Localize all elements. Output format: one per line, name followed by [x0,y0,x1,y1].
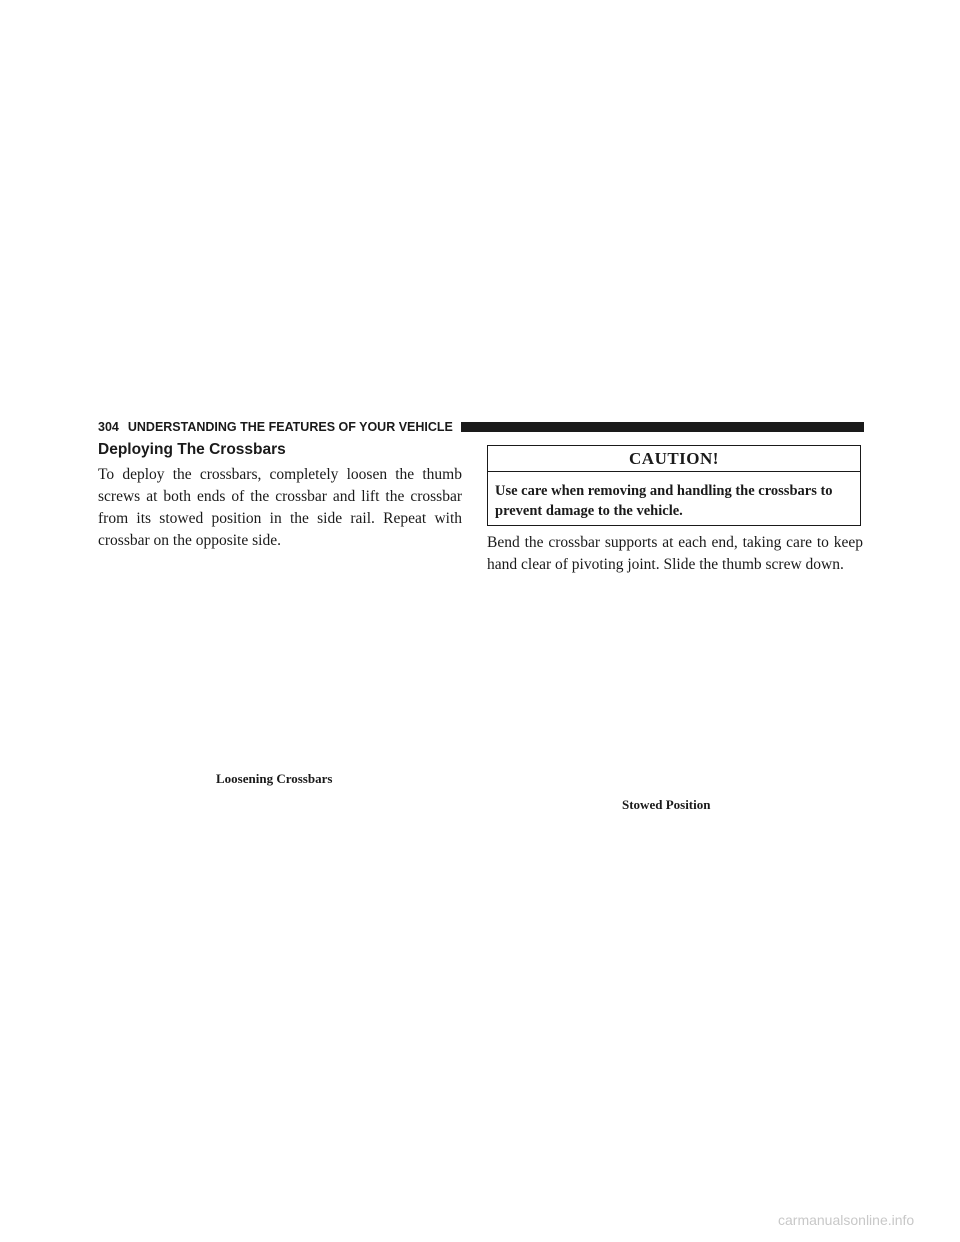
caution-box [487,445,861,526]
caution-title: CAUTION! [488,446,860,472]
site-watermark: carmanualsonline.info [778,1212,915,1228]
figure-caption-stowed: Stowed Position [622,797,711,812]
deploy-instructions-paragraph: To deploy the crossbars, completely loosen the thumb screws at both ends of the crossbar and lift the crossbar from its stowed position in the side rail. Repeat with crossbar on the opposite side. [98,466,462,549]
caution-text: Use care when removing and handling the crossbars to prevent damage to the vehicle. [495,483,833,519]
page-header [98,419,864,435]
figure-caption-loosening: Loosening Crossbars [216,771,333,786]
header-rule [461,422,864,432]
section-heading: Deploying The Crossbars [98,441,286,458]
stowed-position-figure [487,590,863,786]
loosening-crossbars-figure [98,560,462,760]
page-number: 304 [98,420,119,434]
chapter-title: UNDERSTANDING THE FEATURES OF YOUR VEHICLE [127,420,453,434]
bend-supports-paragraph: Bend the crossbar supports at each end, taking care to keep hand clear of pivoting joint. Slide the thumb screw down. [487,534,863,573]
